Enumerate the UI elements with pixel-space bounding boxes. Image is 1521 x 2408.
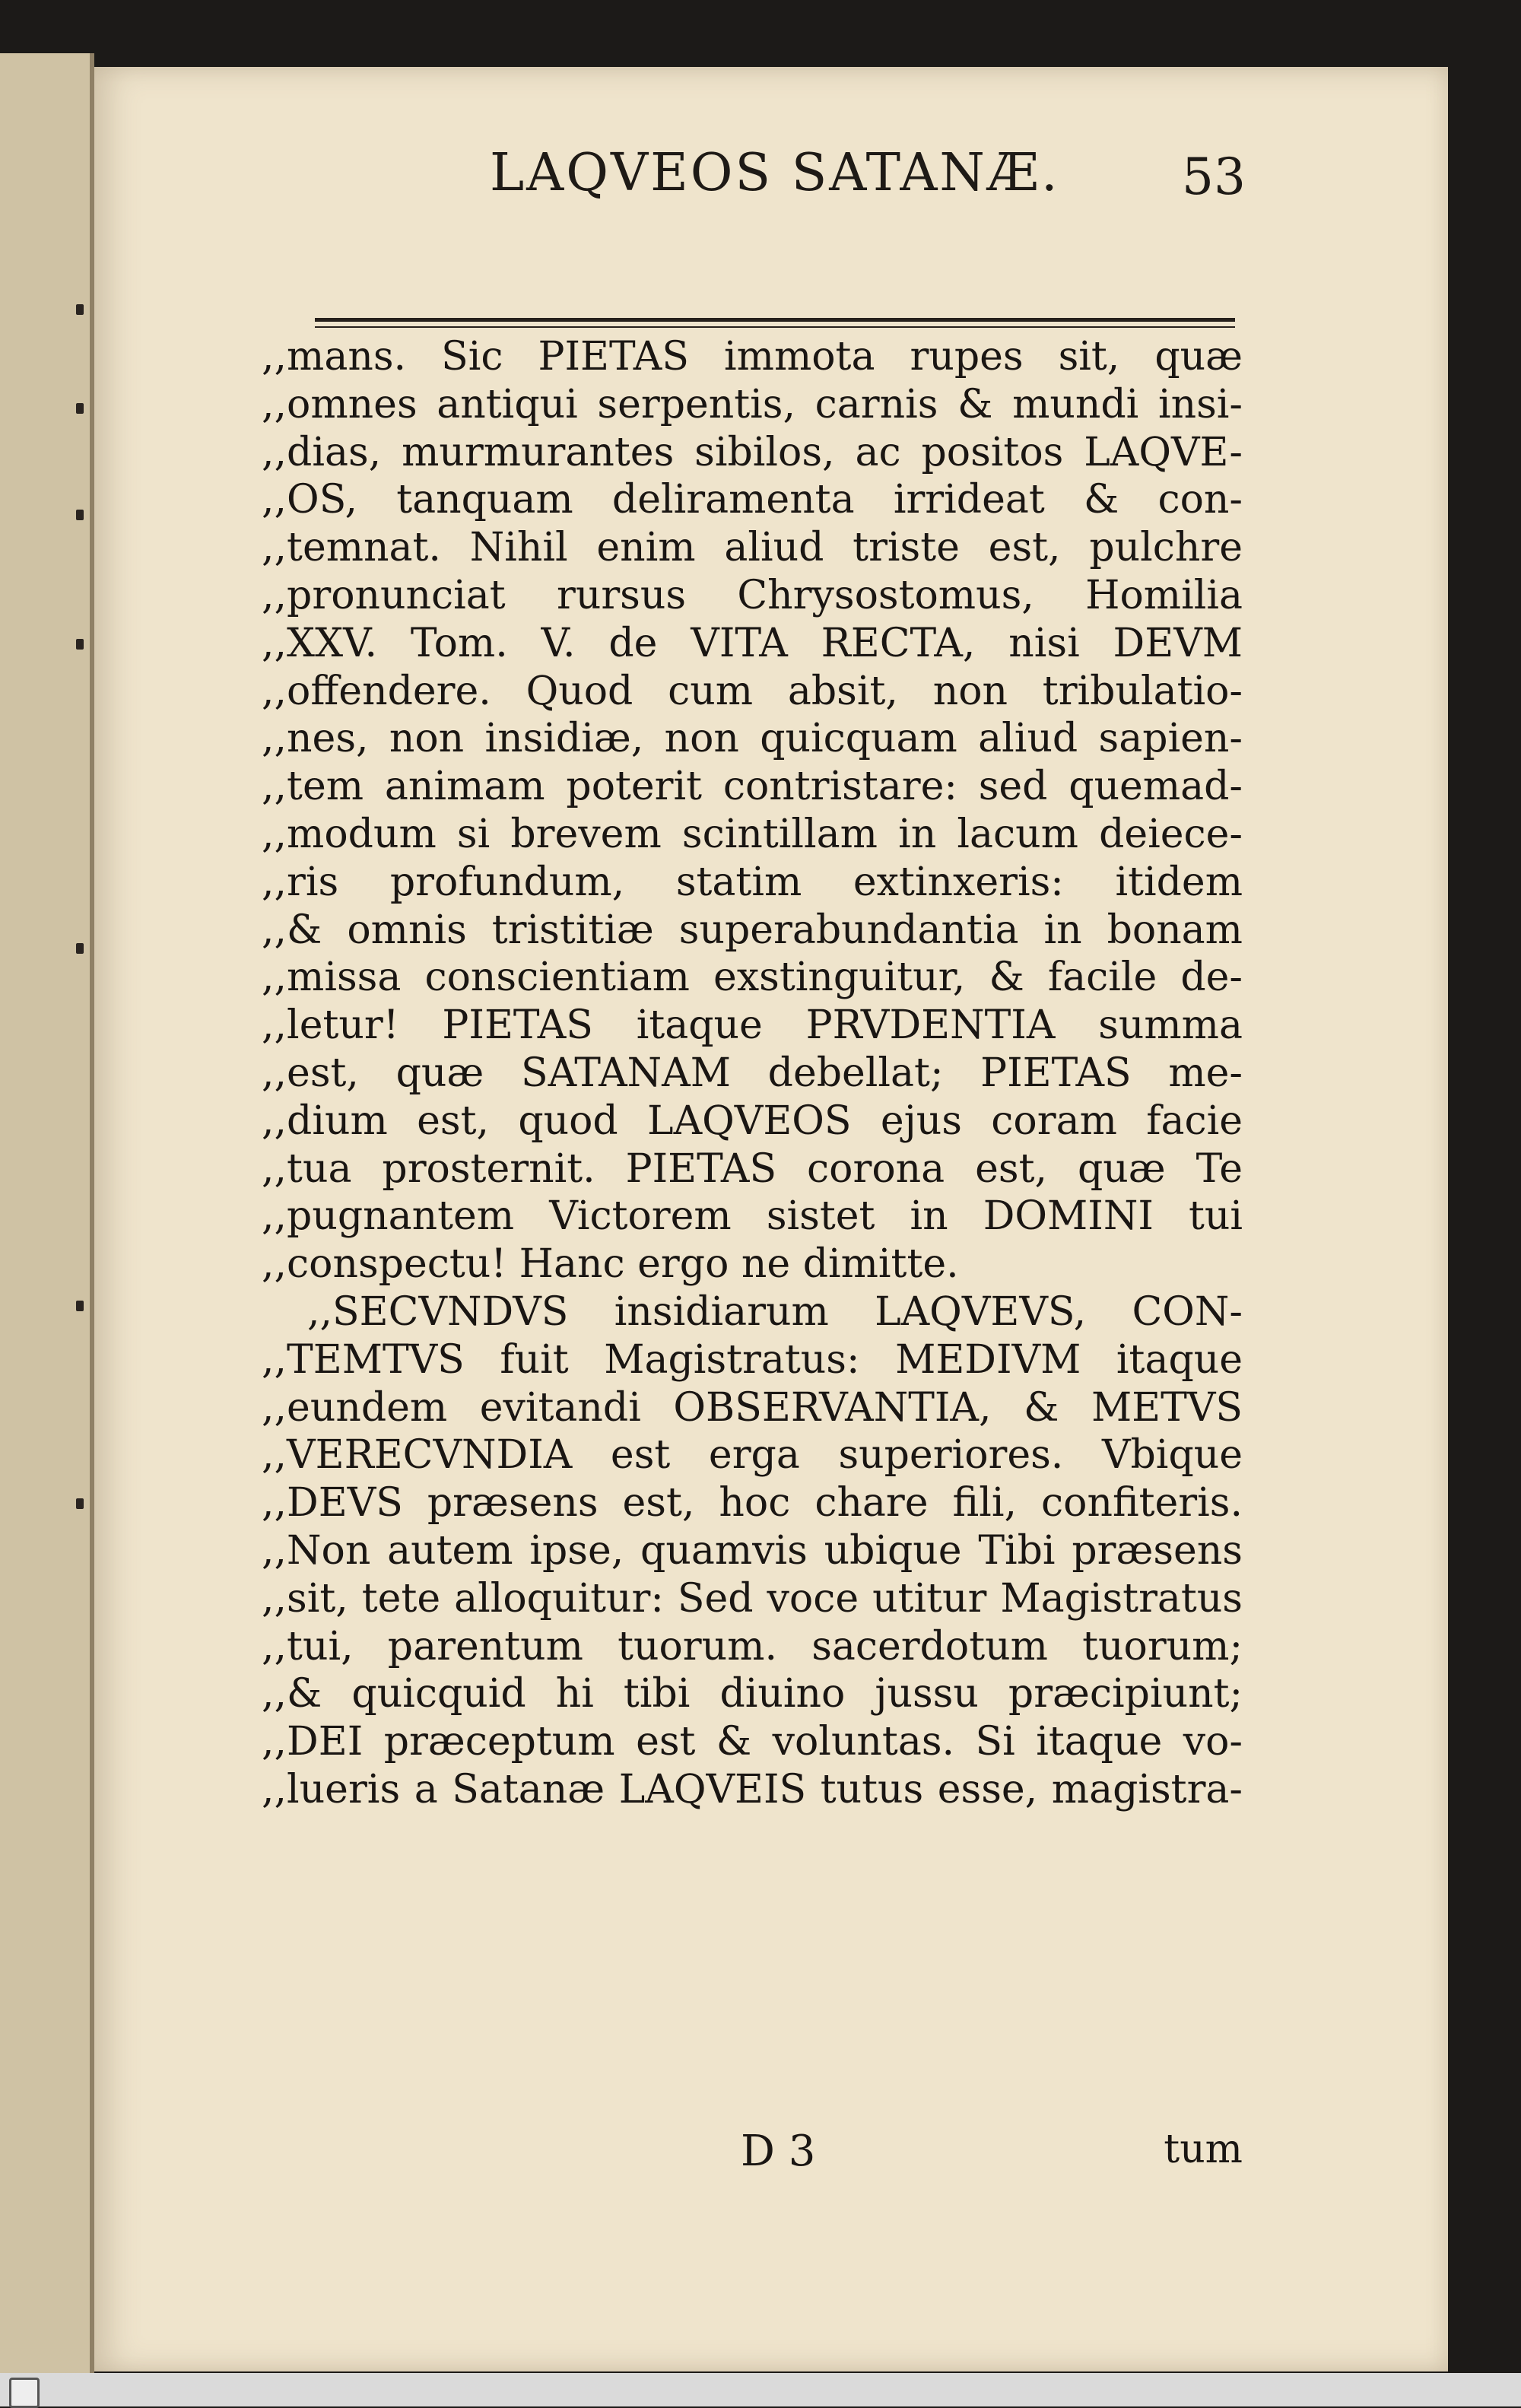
text-line: ,,pronunciat rursus Chrysostomus, Homilia [262,572,1243,618]
text-line: ,,ris profundum, statim extinxeris: itidem [262,859,1243,905]
bleed-mark [76,304,84,315]
text-line: ,,letur! PIETAS itaque PRVDENTIA summa [262,1002,1243,1049]
bleed-mark [76,639,84,650]
bleed-mark [76,1301,84,1311]
running-title: LAQVEOS SATANÆ. [490,143,1060,203]
text-line: ,,& quicquid hi tibi diuino jussu præcipiunt; [262,1671,1243,1717]
text-line: ,,omnes antiqui serpentis, carnis & mundi insi- [262,381,1243,427]
text-line: ,,lueris a Satanæ LAQVEIS tutus esse, magistra- [262,1766,1243,1812]
bleed-mark [76,403,84,414]
text-line: ,,TEMTVS fuit Magistratus: MEDIVM itaque [262,1336,1243,1383]
text-line: ,,Non autem ipse, quamvis ubique Tibi præsens [262,1527,1243,1574]
body-text [262,333,1243,1814]
viewer-bottom-bar [0,2373,1521,2406]
text-line: ,,modum si brevem scintillam in lacum deiece- [262,811,1243,857]
page-footer [262,2127,1243,2187]
text-line: ,,DEVS præsens est, hoc chare fili, confiteris. [262,1480,1243,1526]
book-page [94,67,1448,2371]
catchword: tum [1164,2127,1243,2172]
signature-mark: D 3 [741,2127,816,2176]
text-line: ,,VERECVNDIA est erga superiores. Vbique [262,1432,1243,1479]
text-line: ,,tem animam poterit contristare: sed quemad- [262,764,1243,810]
text-line: ,,SECVNDVS insidiarum LAQVEVS, CON- [307,1288,1243,1335]
text-line: ,,est, quæ SATANAM debellat; PIETAS me- [262,1050,1243,1096]
text-line: ,,dium est, quod LAQVEOS ejus coram facie [262,1098,1243,1144]
facing-page-edge [0,53,94,2373]
page-number: 53 [1182,148,1246,206]
text-line: ,,pugnantem Victorem sistet in DOMINI tui [262,1193,1243,1240]
header-rule [315,318,1235,322]
text-line: ,,OS, tanquam deliramenta irrideat & con- [262,477,1243,523]
text-line: ,,missa conscientiam exstinguitur, & facile de- [262,955,1243,1001]
text-line: ,,nes, non insidiæ, non quicquam aliud sapien- [262,716,1243,762]
text-line: ,,dias, murmurantes sibilos, ac positos LAQVE- [262,429,1243,475]
text-line: ,,tua prosternit. PIETAS corona est, quæ Te [262,1145,1243,1192]
text-line: ,,& omnis tristitiæ superabundantia in bonam [262,907,1243,953]
text-line: ,,sit, tete alloquitur: Sed voce utitur Magistratus [262,1575,1243,1622]
text-line: ,,eundem evitandi OBSERVANTIA, & METVS [262,1384,1243,1431]
text-line: ,,conspectu! Hanc ergo ne dimitte. [262,1241,959,1288]
text-line: ,,XXV. Tom. V. de VITA RECTA, nisi DEVM [262,620,1243,666]
text-line: ,,DEI præceptum est & voluntas. Si itaque vo- [262,1719,1243,1765]
text-line: ,,tui, parentum tuorum. sacerdotum tuorum; [262,1623,1243,1669]
text-line: ,,offendere. Quod cum absit, non tribulatio- [262,668,1243,714]
bleed-mark [76,1498,84,1509]
bleed-mark [76,943,84,954]
library-logo-icon [9,2378,40,2408]
text-line: ,,temnat. Nihil enim aliud triste est, pulchre [262,525,1243,571]
bleed-mark [76,510,84,520]
header-rule-thin [315,326,1235,328]
text-line: ,,mans. Sic PIETAS immota rupes sit, quæ [262,334,1243,380]
